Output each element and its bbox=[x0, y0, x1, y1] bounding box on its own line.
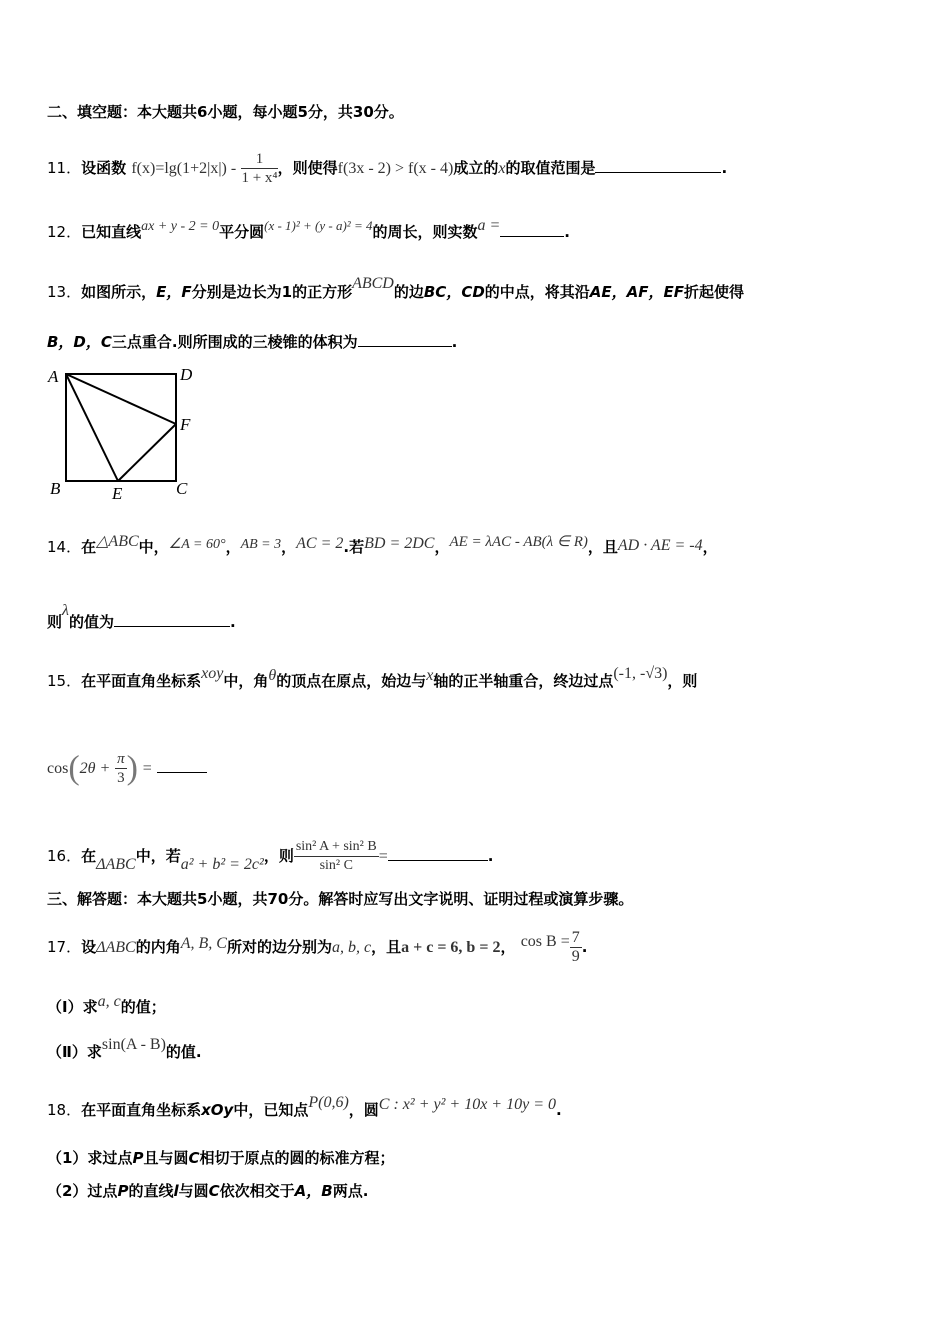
q17-triangle: ΔABC bbox=[96, 939, 136, 956]
q18-p2-d: 依次相交于 bbox=[219, 1182, 295, 1200]
q12-text-1: 已知直线 bbox=[81, 223, 142, 241]
q17-text-4: ，且 bbox=[371, 938, 402, 956]
q14-answer-blank[interactable] bbox=[114, 612, 230, 627]
q17-p2-end: 的值. bbox=[165, 1043, 202, 1061]
q18-p1-p: P bbox=[132, 1149, 144, 1167]
q13-answer-blank[interactable] bbox=[358, 332, 452, 347]
q12-text-3: 的周长，则实数 bbox=[372, 223, 478, 241]
q17-text-5: ， bbox=[500, 938, 516, 956]
question-17-part-2 bbox=[47, 1036, 202, 1063]
q14-end-1: ， bbox=[702, 538, 718, 556]
q17-p1-var: a, c bbox=[97, 993, 121, 1010]
q11-text-1: 设函数 bbox=[81, 159, 127, 177]
q14-lambda: λ bbox=[62, 602, 69, 619]
q12-end: . bbox=[564, 223, 570, 241]
q16-text-1: 在 bbox=[81, 847, 97, 865]
q15-point: (-1, -√3) bbox=[613, 665, 668, 682]
q18-text-3: ，圆 bbox=[348, 1101, 379, 1119]
q14-text-5: 则 bbox=[47, 613, 63, 631]
q13-square-figure bbox=[44, 362, 204, 502]
label-e: E bbox=[112, 484, 123, 502]
q16-text-3: ，则 bbox=[263, 847, 294, 865]
q18-p1-c: C bbox=[188, 1149, 200, 1167]
q13-text-6: 折起使得 bbox=[684, 283, 745, 301]
q18-p2-cc: C bbox=[208, 1182, 220, 1200]
q13-text-5: 的中点，将其沿 bbox=[484, 283, 590, 301]
q14-number: 14． bbox=[47, 538, 82, 556]
q11-fraction bbox=[241, 150, 277, 187]
q14-dot: AD · AE = -4 bbox=[617, 537, 703, 554]
q14-ab: AB = 3 bbox=[240, 537, 282, 552]
q13-text-7: 三点重合.则所围成的三棱锥的体积为 bbox=[111, 333, 358, 351]
q16-cond: a² + b² = 2c² bbox=[180, 856, 264, 873]
q14-sep-3: ， bbox=[434, 538, 450, 556]
q15-cos: cos bbox=[47, 760, 69, 777]
q13-text-1: 如图所示， bbox=[81, 283, 157, 301]
q18-p2-a: （2）过点 bbox=[47, 1182, 118, 1200]
label-c: C bbox=[176, 479, 188, 498]
q18-text-2: 中，已知点 bbox=[233, 1101, 309, 1119]
q15-number: 15． bbox=[47, 672, 82, 690]
q17-frac-num: 7 bbox=[571, 929, 580, 946]
q14-triangle: △ABC bbox=[96, 533, 139, 550]
q18-p1-b: 且与圆 bbox=[143, 1149, 189, 1167]
q13-ef: E，F bbox=[156, 283, 192, 301]
q14-sep-1: ， bbox=[225, 538, 241, 556]
q17-p1-label: （Ⅰ）求 bbox=[47, 998, 98, 1016]
q18-p2-c: 与圆 bbox=[178, 1182, 209, 1200]
label-b: B bbox=[50, 479, 61, 498]
question-15-formula bbox=[47, 748, 207, 796]
q16-number: 16． bbox=[47, 847, 82, 865]
q15-right-paren: ) bbox=[126, 749, 138, 787]
q16-triangle: ΔABC bbox=[96, 856, 136, 873]
question-18-part-2 bbox=[47, 1181, 368, 1201]
q16-end: . bbox=[487, 847, 494, 865]
q17-text-2: 的内角 bbox=[135, 938, 181, 956]
q15-text-3: 的顶点在原点，始边与 bbox=[276, 672, 427, 690]
q15-three: 3 bbox=[117, 770, 125, 786]
question-15 bbox=[47, 665, 698, 692]
q17-number: 17． bbox=[47, 938, 82, 956]
square-abcd bbox=[66, 374, 176, 481]
q16-frac-den: sin² C bbox=[319, 858, 353, 873]
q18-p2-p: P bbox=[117, 1182, 129, 1200]
q16-frac-num: sin² A + sin² B bbox=[294, 838, 379, 857]
q15-theta: θ bbox=[268, 667, 277, 684]
question-13 bbox=[47, 275, 745, 303]
q11-var: x bbox=[498, 160, 506, 177]
q18-p1-d: 相切于原点的圆的标准方程； bbox=[199, 1149, 395, 1167]
q18-p1-a: （1）求过点 bbox=[47, 1149, 133, 1167]
q11-answer-blank[interactable] bbox=[595, 158, 721, 173]
q15-answer-blank[interactable] bbox=[157, 748, 207, 773]
q15-eq: = bbox=[142, 760, 152, 777]
q13-text-4: 的边 bbox=[393, 283, 424, 301]
label-a: A bbox=[48, 367, 59, 386]
q18-text-1: 在平面直角坐标系 bbox=[81, 1101, 202, 1119]
question-14 bbox=[47, 533, 718, 559]
q15-x: x bbox=[426, 667, 434, 684]
q13-folds: AE，AF，EF bbox=[589, 283, 685, 301]
q14-text-6: 的值为 bbox=[68, 613, 114, 631]
q17-sides: a, b, c bbox=[331, 939, 372, 956]
q17-frac-den: 9 bbox=[571, 948, 580, 965]
q18-number: 18． bbox=[47, 1101, 82, 1119]
q14-text-3: .若 bbox=[343, 538, 365, 556]
q13-one: 1 bbox=[281, 283, 293, 301]
q17-text-3: 所对的边分别为 bbox=[226, 938, 332, 956]
q13-text-3: 的正方形 bbox=[292, 283, 353, 301]
q17-cosb: cos B = bbox=[520, 933, 570, 950]
q15-text-5: ，则 bbox=[667, 672, 698, 690]
q13-abcd: ABCD bbox=[352, 275, 394, 292]
label-d: D bbox=[180, 365, 193, 384]
q14-bd: BD = 2DC bbox=[364, 535, 435, 552]
q14-angle: ∠A = 60° bbox=[168, 537, 226, 552]
question-18 bbox=[47, 1094, 562, 1121]
q11-text-2: ，则使得 bbox=[277, 159, 338, 177]
q11-end: . bbox=[721, 159, 728, 177]
q13-end: . bbox=[451, 333, 458, 351]
segment-ae bbox=[66, 374, 118, 481]
q14-text-2: 中， bbox=[138, 538, 169, 556]
question-18-part-1 bbox=[47, 1148, 395, 1168]
q12-circle-eq: (x - 1)² + (y - a)² = 4 bbox=[264, 218, 373, 233]
q11-function: f(x)=lg(1+2|x|) - bbox=[131, 160, 237, 177]
q16-fraction bbox=[294, 838, 379, 875]
q16-text-2: 中，若 bbox=[135, 847, 181, 865]
question-13-line-2 bbox=[47, 332, 457, 352]
q15-text-2: 中，角 bbox=[223, 672, 269, 690]
q12-text-2: 平分圆 bbox=[219, 223, 265, 241]
q12-answer-blank[interactable] bbox=[500, 222, 564, 237]
q14-ae: AE = λAC - AB(λ ∈ R) bbox=[449, 534, 588, 550]
q11-text-3: 成立的 bbox=[453, 159, 499, 177]
q13-text-2: 分别是边长为 bbox=[191, 283, 282, 301]
q18-p2-e: 两点. bbox=[332, 1182, 369, 1200]
q16-answer-blank[interactable] bbox=[388, 846, 488, 861]
segment-ef bbox=[118, 424, 176, 481]
q13-bdc: B，D，C bbox=[47, 333, 112, 351]
section-2-title bbox=[47, 102, 404, 122]
q11-condition: f(3x - 2) > f(x - 4) bbox=[337, 160, 454, 177]
q14-text-1: 在 bbox=[81, 538, 97, 556]
question-14-line-2 bbox=[47, 602, 236, 633]
q15-pi: π bbox=[117, 751, 125, 767]
q11-text-4: 的取值范围是 bbox=[505, 159, 596, 177]
q15-inner: 2θ + bbox=[79, 760, 111, 777]
q17-p2-expr: sin(A - B) bbox=[101, 1036, 166, 1053]
section-2-title-text: 二、填空题：本大题共6小题，每小题5分，共30分。 bbox=[47, 103, 404, 121]
label-f: F bbox=[180, 415, 191, 434]
q14-end: . bbox=[229, 613, 236, 631]
q17-cond: a + c = 6, b = 2 bbox=[401, 939, 501, 956]
q14-text-4: ，且 bbox=[587, 538, 618, 556]
q15-text-4: 轴的正半轴重合，终边过点 bbox=[433, 672, 614, 690]
q18-xoy: xOy bbox=[201, 1101, 234, 1119]
question-17-part-1 bbox=[47, 993, 166, 1018]
q15-left-paren: ( bbox=[68, 749, 80, 787]
question-12 bbox=[47, 217, 570, 244]
q13-number: 13． bbox=[47, 283, 82, 301]
q18-p2-l: l bbox=[173, 1182, 179, 1200]
q18-circle: C : x² + y² + 10x + 10y = 0 bbox=[378, 1096, 556, 1113]
q15-fraction bbox=[115, 750, 127, 787]
q17-end: . bbox=[581, 938, 588, 956]
question-16 bbox=[47, 838, 493, 878]
q11-frac-num: 1 bbox=[241, 150, 277, 169]
q17-p2-label: （Ⅱ）求 bbox=[47, 1043, 102, 1061]
q11-frac-den: 1 + x⁴ bbox=[241, 170, 278, 186]
q13-bc-cd: BC，CD bbox=[423, 283, 485, 301]
q16-eq: = bbox=[378, 848, 388, 865]
q17-fraction bbox=[570, 929, 582, 966]
q18-p2-ab: A，B bbox=[294, 1182, 333, 1200]
q18-end: . bbox=[555, 1101, 562, 1119]
q18-point-p: P(0,6) bbox=[308, 1094, 349, 1111]
question-17 bbox=[47, 927, 587, 967]
section-3-title bbox=[47, 889, 633, 909]
q12-line-eq: ax + y - 2 = 0 bbox=[141, 219, 220, 234]
q14-ac: AC = 2 bbox=[296, 535, 344, 552]
q15-text-1: 在平面直角坐标系 bbox=[81, 672, 202, 690]
q18-p2-b: 的直线 bbox=[128, 1182, 174, 1200]
q11-number: 11． bbox=[47, 159, 82, 177]
q12-number: 12． bbox=[47, 223, 82, 241]
question-11 bbox=[47, 150, 727, 187]
q17-p1-end: 的值； bbox=[120, 998, 166, 1016]
q15-xoy: xoy bbox=[201, 665, 224, 682]
segment-af bbox=[66, 374, 176, 424]
q14-sep-2: ， bbox=[281, 538, 297, 556]
q17-text-1: 设 bbox=[81, 938, 97, 956]
q17-angles: A, B, C bbox=[180, 935, 227, 952]
q12-var: a = bbox=[477, 217, 501, 234]
section-3-title-text: 三、解答题：本大题共5小题，共70分。解答时应写出文字说明、证明过程或演算步骤。 bbox=[47, 890, 634, 908]
